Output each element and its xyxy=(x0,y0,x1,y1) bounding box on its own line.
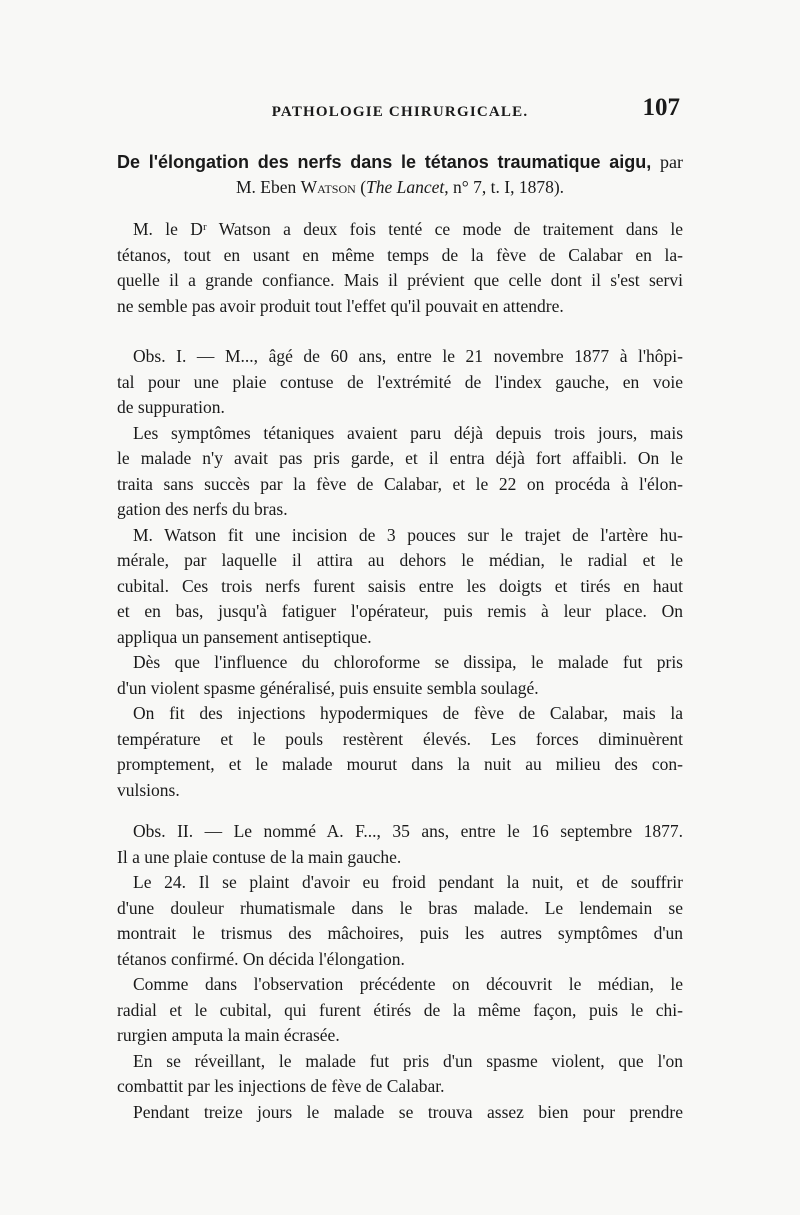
text-line: le malade n'y avait pas pris garde, et il entra déjà fort affaibli. On le xyxy=(117,448,683,468)
article-citation: M. Eben Watson (The Lancet, n° 7, t. I, 1878). xyxy=(235,177,565,197)
observation-1 xyxy=(117,344,683,803)
text-line: tétanos confirmé. On décida l'élongation. xyxy=(117,948,405,969)
text-line: montrait le trismus des mâchoires, puis les autres symptômes d'un xyxy=(117,923,683,943)
text-line: Obs. I. — M..., âgé de 60 ans, entre le 21 novembre 1877 à l'hôpi- xyxy=(133,346,683,366)
article-title-line xyxy=(117,150,683,176)
page-number: 107 xyxy=(642,94,680,121)
intro-paragraph xyxy=(117,217,683,319)
text-line: Obs. II. — Le nommé A. F..., 35 ans, entre le 16 septembre 1877. xyxy=(133,821,683,841)
running-head xyxy=(120,94,680,126)
text-line: rurgien amputa la main écrasée. xyxy=(117,1025,340,1045)
text-line: M. le Dʳ Watson a deux fois tenté ce mode de traitement dans le xyxy=(133,219,683,239)
text-line: Il a une plaie contuse de la main gauche. xyxy=(117,846,402,867)
text-line: vulsions. xyxy=(117,779,180,800)
article-title xyxy=(117,150,683,176)
text-line: traita sans succès par la fève de Calabar, et le 22 on procéda à l'élon- xyxy=(117,473,683,494)
text-line: promptement, et le malade mourut dans la nuit au milieu des con- xyxy=(117,754,683,774)
running-title: PATHOLOGIE CHIRURGICALE. xyxy=(271,104,529,120)
text-line: d'un violent spasme généralisé, puis ensuite sembla soulagé. xyxy=(117,677,539,698)
citation-author-name: Watson xyxy=(300,177,356,197)
text-line: gation des nerfs du bras. xyxy=(117,499,288,519)
text-line: M. Watson fit une incision de 3 pouces sur le trajet de l'artère hu- xyxy=(133,524,683,545)
text-line: mérale, par laquelle il attira au dehors le médian, le radial et le xyxy=(117,550,683,570)
article-title-text: De l'élongation des nerfs dans le tétanos traumatique aigu, xyxy=(117,152,652,172)
text-line: cubital. Ces trois nerfs furent saisis entre les doigts et tirés en haut xyxy=(117,575,683,596)
text-line: On fit des injections hypodermiques de fève de Calabar, mais la xyxy=(133,703,683,723)
text-line: radial et le cubital, qui furent étirés de la même façon, puis le chi- xyxy=(117,999,683,1020)
observation-2 xyxy=(117,819,683,1125)
text-line: Pendant treize jours le malade se trouva assez bien pour prendre xyxy=(133,1101,683,1122)
citation-journal: The Lancet xyxy=(366,177,445,197)
text-line: Comme dans l'observation précédente on découvrit le médian, le xyxy=(133,974,683,994)
text-line: Le 24. Il se plaint d'avoir eu froid pendant la nuit, et de souffrir xyxy=(133,872,683,892)
text-line: tal pour une plaie contuse de l'extrémité de l'index gauche, en voie xyxy=(117,371,683,392)
text-line: de suppuration. xyxy=(117,397,225,417)
text-line: quelle il a grande confiance. Mais il prévient que celle dont il s'est servi xyxy=(117,270,683,290)
text-line: tétanos, tout en usant en même temps de la fève de Calabar en la- xyxy=(117,244,683,265)
citation-rest: , n° 7, t. I, 1878). xyxy=(444,177,565,197)
text-line: d'une douleur rhumatismale dans le bras malade. Le lendemain se xyxy=(117,897,683,918)
text-line: et en bas, jusqu'à fatiguer l'opérateur, puis remis à leur place. On xyxy=(117,601,683,621)
text-line: ne semble pas avoir produit tout l'effet qu'il pouvait en attendre. xyxy=(117,295,564,316)
text-line: Dès que l'influence du chloroforme se dissipa, le malade fut pris xyxy=(133,652,683,672)
text-line: En se réveillant, le malade fut pris d'un spasme violent, que l'on xyxy=(133,1050,683,1071)
text-line: appliqua un pansement antiseptique. xyxy=(117,626,372,647)
text-line: combattit par les injections de fève de Calabar. xyxy=(117,1076,445,1096)
article-title-par: par xyxy=(660,152,683,172)
text-line: Les symptômes tétaniques avaient paru déjà depuis trois jours, mais xyxy=(133,422,683,443)
citation-author-prefix: M. Eben xyxy=(235,177,297,197)
text-line: température et le pouls restèrent élevés. Les forces diminuèrent xyxy=(117,728,683,749)
